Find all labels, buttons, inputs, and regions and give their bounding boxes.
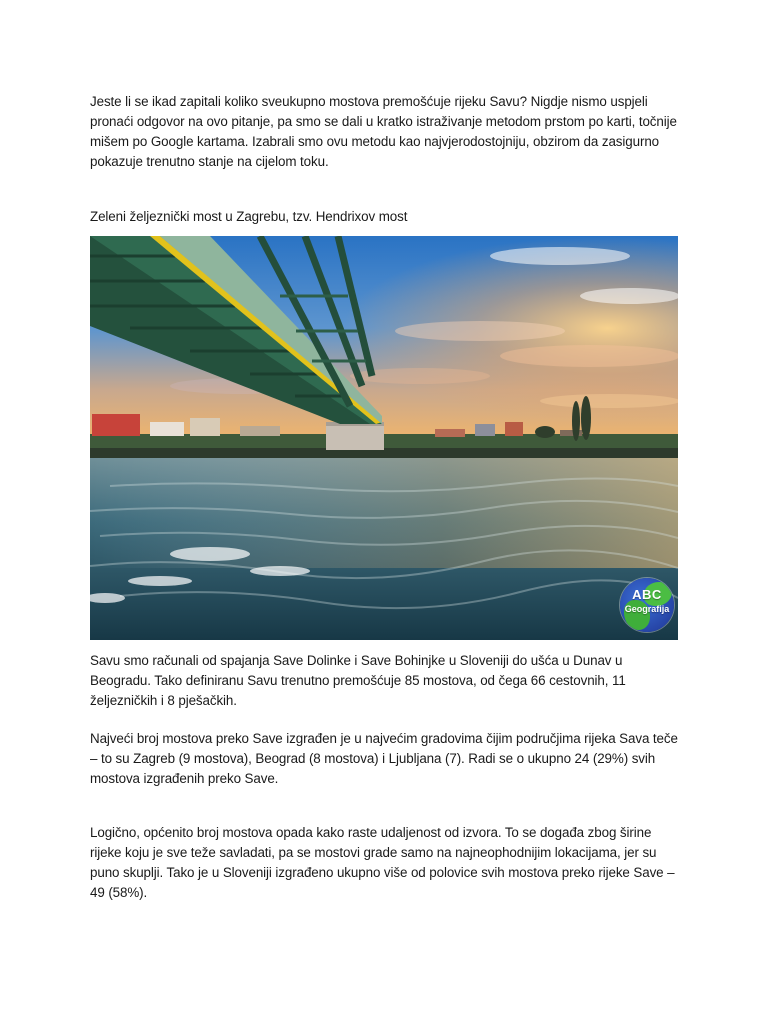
- intro-paragraph: Jeste li se ikad zapitali koliko sveukupno mostova premošćuje rijeku Savu? Nigdje nismo uspjeli pronaći odgovor na ovo pitanje, pa smo se dali u kratko istraživanje metodom prstom po karti, točnije mišem po Google kartama. Izabrali smo ovu metodu kao najvjerodostojniju, obzirom da zasigurno pokazuje trenutno stanje na cijelom toku.: [90, 94, 677, 169]
- distance-paragraph: Logično, općenito broj mostova opada kako raste udaljenost od izvora. To se događa zbog širine rijeke koju je sve teže savladati, pa se mostovi grade samo na najneophodnijim lokacijama, jer su puno skuplji. Tako je u Sloveniji izgrađeno ukupno više od polovice svih mostova preko rijeke Save – 49 (58%).: [90, 825, 675, 900]
- cities-paragraph: Najveći broj mostova preko Save izgrađen je u najvećim gradovima čijim područjima rijeka Sava teče – to su Zagreb (9 mostova), Beograd (8 mostova) i Ljubljana (7). Radi se o ukupno 24 (29%) svih mostova izgrađenih preko Save.: [90, 731, 678, 786]
- logo-text-abc: ABC: [632, 587, 662, 602]
- bridge-photo: [90, 236, 678, 640]
- counting-paragraph: Savu smo računali od spajanja Save Dolinke i Save Bohinjke u Sloveniji do ušća u Dunav u Beogradu. Tako definiranu Savu trenutno premošćuje 85 mostova, od čega 66 cestovnih, 11 željezničkih i 8 pješačkih.: [90, 653, 626, 708]
- image-caption: Zeleni željeznički most u Zagrebu, tzv. Hendrixov most: [90, 209, 408, 224]
- abc-geografija-logo: [620, 578, 674, 632]
- logo-text-geografija: Geografija: [624, 604, 670, 614]
